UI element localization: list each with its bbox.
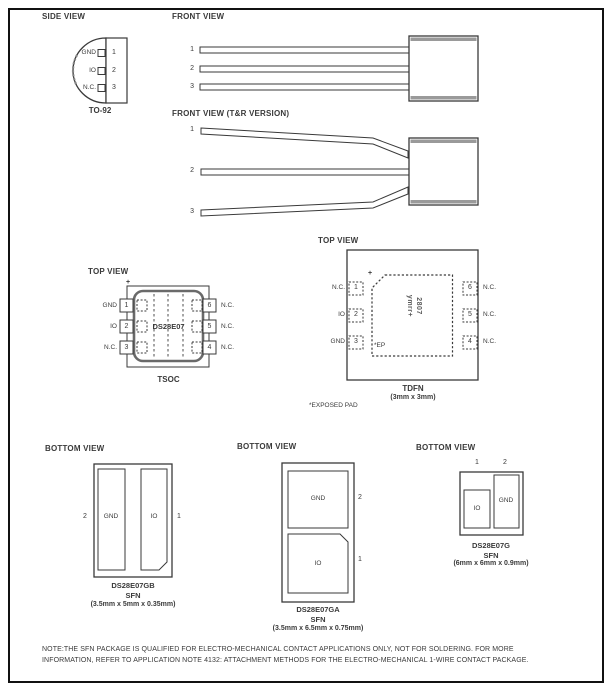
front-view-tr-title: FRONT VIEW (T&R VERSION)	[172, 109, 290, 118]
tdfn-marking-line2: ymrr+	[406, 294, 413, 318]
to92-pin3-square	[98, 85, 105, 92]
sfn-ga-gnd-label: GND	[310, 495, 326, 502]
to92-pin2-number: 2	[112, 67, 116, 74]
tsoc-pin1-label: GND	[102, 302, 117, 309]
sfn-gb-io-label: IO	[150, 513, 158, 520]
tr-body-bottom-band	[411, 200, 477, 204]
tr-lead2	[201, 169, 409, 175]
tdfn-pin1-number: 1	[354, 284, 358, 291]
tdfn-pin4-label: N.C.	[483, 338, 496, 345]
sfn-ga-bottom-number: 1	[358, 556, 362, 563]
sfn-ga-drawing	[270, 458, 370, 608]
footnote	[42, 645, 582, 666]
tdfn-pin1-label: N.C.	[332, 284, 345, 291]
tr-body	[409, 138, 478, 205]
to92-pin1-number: 1	[112, 49, 116, 56]
tsoc-pin5-label: N.C.	[221, 323, 234, 330]
front-body-top-band	[411, 38, 477, 42]
tr-lead2-number: 2	[190, 167, 194, 174]
to92-pin2-square	[98, 68, 105, 75]
to92-pin1-label: GND	[81, 49, 96, 56]
sfn-ga-title: BOTTOM VIEW	[237, 442, 297, 451]
front-lead2	[200, 66, 410, 72]
tsoc-pin1-mark: +	[126, 279, 131, 286]
sfn-g-io-label: IO	[473, 505, 481, 512]
sfn-gb-pkg: SFN	[125, 591, 141, 600]
to92-pin3-number: 3	[112, 84, 116, 91]
tsoc-pin6-number: 6	[207, 302, 212, 309]
to92-pin1-square	[98, 50, 105, 57]
tdfn-pin5-number: 5	[468, 311, 472, 318]
sfn-g-name: DS28E07G	[472, 541, 510, 550]
tdfn-pin4-number: 4	[468, 338, 472, 345]
front-lead1-number: 1	[190, 46, 194, 53]
front-lead3-number: 3	[190, 83, 194, 90]
tdfn-ep-label: *EP	[374, 342, 386, 349]
sfn-ga-top-number: 2	[358, 494, 362, 501]
tsoc-pin2-label: IO	[110, 323, 117, 330]
sfn-g-size: (6mm x 6mm x 0.9mm)	[453, 560, 529, 567]
tr-lead1-number: 1	[190, 126, 194, 133]
sfn-ga-pkg: SFN	[310, 615, 326, 624]
tdfn-pin2-number: 2	[354, 311, 358, 318]
tdfn-pin2-label: IO	[338, 311, 345, 318]
tdfn-size: (3mm x 3mm)	[390, 394, 436, 401]
footnote-line1: NOTE:THE SFN PACKAGE IS QUALIFIED FOR ELECTRO-MECHANICAL CONTACT APPLICATIONS ONLY, NOT FOR SOLDERING. FOR MORE	[42, 646, 514, 653]
tsoc-pin6-label: N.C.	[221, 302, 234, 309]
sfn-gb-gnd-label: GND	[103, 513, 119, 520]
front-view-drawing	[185, 30, 485, 108]
front-view-tr-drawing	[185, 120, 485, 220]
tsoc-pin4-number: 4	[207, 344, 212, 351]
sfn-g-gnd-label: GND	[498, 497, 514, 504]
tr-lead3-number: 3	[190, 208, 194, 215]
sfn-g-number2: 2	[503, 459, 507, 466]
sfn-gb-left-number: 2	[83, 513, 87, 520]
tsoc-pin2-number: 2	[124, 323, 129, 330]
tsoc-caption: TSOC	[157, 375, 180, 384]
tdfn-pin6-label: N.C.	[483, 284, 496, 291]
tdfn-pin3-number: 3	[354, 338, 358, 345]
sfn-g-number1: 1	[475, 459, 479, 466]
front-lead2-number: 2	[190, 65, 194, 72]
sfn-gb-drawing	[80, 458, 190, 583]
tr-lead3	[201, 187, 408, 216]
tdfn-top-marking	[403, 289, 423, 323]
tsoc-pin3-number: 3	[124, 344, 129, 351]
to92-pin3-label: N.C.	[83, 84, 96, 91]
tdfn-pin6-number: 6	[468, 284, 472, 291]
to92-caption: TO-92	[88, 106, 112, 115]
front-view-title: FRONT VIEW	[172, 12, 225, 21]
tdfn-pin3-label: GND	[330, 338, 345, 345]
tsoc-pin5-number: 5	[207, 323, 212, 330]
front-body	[409, 36, 478, 101]
tsoc-pin1-number: 1	[124, 302, 129, 309]
tr-lead1	[201, 128, 408, 158]
front-lead1	[200, 47, 410, 53]
sfn-ga-name: DS28E07GA	[296, 605, 340, 614]
tdfn-pin5-label: N.C.	[483, 311, 496, 318]
tdfn-title: TOP VIEW	[318, 236, 359, 245]
tdfn-marking-line1: 2807	[415, 297, 422, 315]
tsoc-pin4-label: N.C.	[221, 344, 234, 351]
sfn-ga-io-label: IO	[314, 560, 322, 567]
footnote-line2: INFORMATION, REFER TO APPLICATION NOTE 4132: ATTACHMENT METHODS FOR THE ELECTRO-MECHANICAL 1-WIRE CONTACT PACKAGE.	[42, 656, 529, 664]
tr-body-top-band	[411, 140, 477, 144]
tdfn-pin1-mark: +	[368, 270, 373, 277]
to92-pin2-label: IO	[89, 67, 96, 74]
tdfn-exposed-pad-note: *EXPOSED PAD	[309, 402, 358, 409]
sfn-gb-right-number: 1	[177, 513, 181, 520]
sfn-g-title: BOTTOM VIEW	[416, 443, 476, 452]
tsoc-chip-label: DS28E07	[152, 322, 185, 331]
sfn-gb-size: (3.5mm x 5mm x 0.35mm)	[90, 601, 176, 608]
sfn-gb-name: DS28E07GB	[111, 581, 155, 590]
sfn-ga-size: (3.5mm x 6.5mm x 0.75mm)	[272, 625, 364, 632]
tsoc-pin3-label: N.C.	[104, 344, 117, 351]
tdfn-caption: TDFN	[402, 384, 424, 393]
side-view-title: SIDE VIEW	[42, 12, 86, 21]
sfn-g-pkg: SFN	[483, 551, 499, 560]
sfn-gb-title: BOTTOM VIEW	[45, 444, 105, 453]
tsoc-title: TOP VIEW	[88, 267, 129, 276]
front-body-bottom-band	[411, 96, 477, 100]
front-lead3	[200, 84, 410, 90]
